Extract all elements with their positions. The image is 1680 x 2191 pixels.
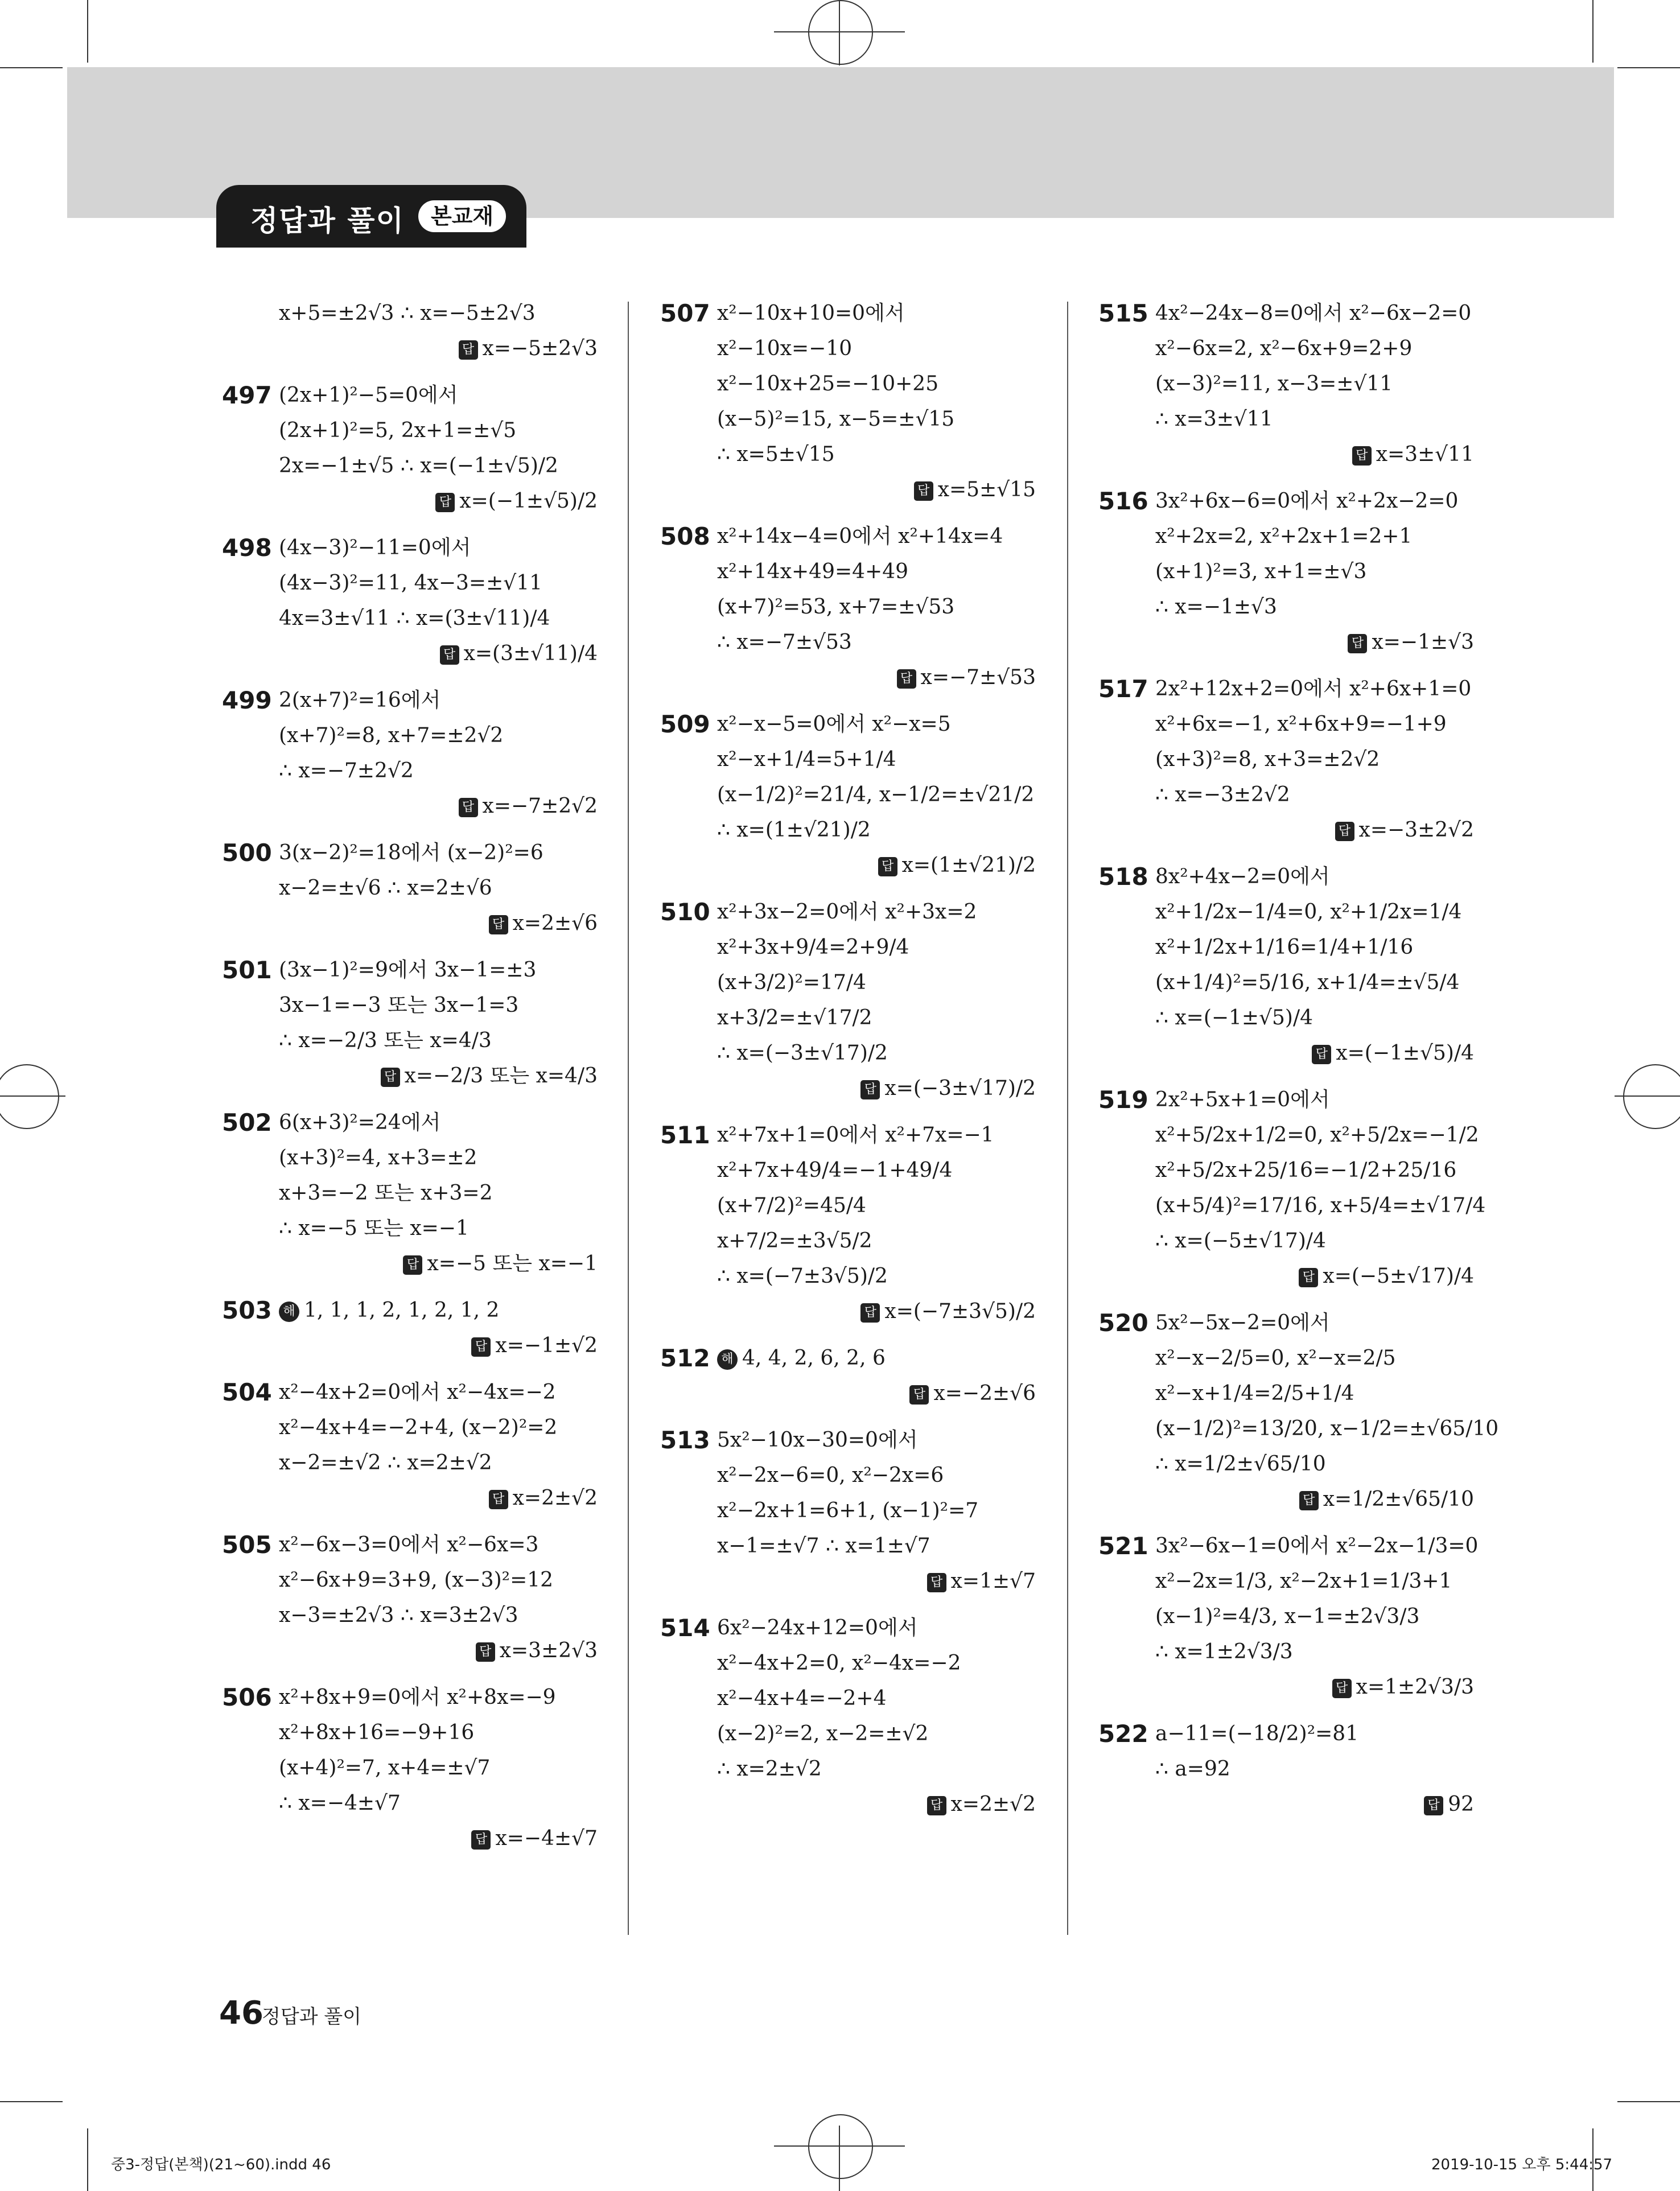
- solution-step: x²+3x+9/4=2+9/4: [717, 936, 909, 959]
- answer-icon: 답: [909, 1385, 929, 1405]
- solution-step: x−2=±√2 ∴ x=2±√2: [279, 1451, 492, 1475]
- answer-icon: 답: [459, 340, 478, 360]
- solution-step: x²+5/2x+1/2=0, x²+5/2x=−1/2: [1155, 1123, 1479, 1147]
- final-answer-text: x=−1±√2: [495, 1334, 598, 1357]
- answer-icon: 답: [1332, 1679, 1352, 1698]
- solution-step: ∴ x=1/2±√65/10: [1155, 1452, 1326, 1476]
- problem-solution: [1098, 1716, 1474, 1822]
- final-answer-text: x=(−7±3√5)/2: [884, 1300, 1036, 1323]
- solution-hint-text: 4, 4, 2, 6, 2, 6: [742, 1346, 886, 1370]
- problem-number: 513: [660, 1426, 710, 1454]
- problem-number: 504: [222, 1378, 272, 1406]
- problem-number: 517: [1098, 675, 1148, 703]
- solution-step: (4x−3)²=11, 4x−3=±√11: [279, 571, 543, 595]
- final-answer-text: x=1/2±√65/10: [1323, 1488, 1474, 1511]
- problem-number: 501: [222, 956, 272, 984]
- solution-step: (x+7/2)²=45/4: [717, 1194, 866, 1217]
- solution-step: 5x²−10x−30=0에서: [717, 1428, 918, 1452]
- section-badge: 본교재: [418, 200, 506, 232]
- solution-step: x−3=±2√3 ∴ x=3±2√3: [279, 1604, 518, 1627]
- problem-number: 512: [660, 1344, 710, 1372]
- problem-solution: [222, 1527, 598, 1669]
- registration-mark-bottom: [808, 2114, 873, 2179]
- final-answer: [717, 1376, 1036, 1411]
- answer-icon: 답: [878, 857, 897, 876]
- solution-step: 2x²+5x+1=0에서: [1155, 1088, 1330, 1111]
- print-slug-file: 중3-정답(본책)(21~60).indd 46: [111, 2156, 331, 2173]
- problem-solution: [222, 1105, 598, 1282]
- solution-step: ∴ x=5±√15: [717, 443, 835, 466]
- problem-number: 505: [222, 1531, 272, 1559]
- crop-line: [1615, 1096, 1680, 1097]
- answer-icon: 답: [471, 1337, 491, 1357]
- solution-step: 3(x−2)²=18에서 (x−2)²=6: [279, 841, 543, 864]
- solution-step: 8x²+4x−2=0에서: [1155, 865, 1330, 888]
- problem-solution: [222, 1375, 598, 1516]
- final-answer-text: x=−3±2√2: [1358, 818, 1474, 842]
- column-divider: [628, 302, 629, 1935]
- registration-mark-left: [0, 1064, 59, 1129]
- solution-step: ∴ x=(−7±3√5)/2: [717, 1265, 888, 1288]
- solution-step: x²+6x=−1, x²+6x+9=−1+9: [1155, 713, 1447, 736]
- solution-step: 4x²−24x−8=0에서 x²−6x−2=0: [1155, 302, 1472, 325]
- problem-number: 502: [222, 1109, 272, 1136]
- footer-label: 정답과 풀이: [262, 2005, 362, 2028]
- final-answer: [1155, 1259, 1474, 1294]
- solution-step: x²−x+1/4=5+1/4: [717, 748, 896, 771]
- solution-step: (x+3)²=8, x+3=±2√2: [1155, 748, 1380, 771]
- problem-number: 503: [222, 1296, 272, 1324]
- solution-step: (x−1/2)²=21/4, x−1/2=±√21/2: [717, 783, 1035, 806]
- crop-line: [839, 2126, 840, 2191]
- final-answer-text: x=2±√2: [512, 1486, 598, 1510]
- page-number: 46: [219, 1995, 263, 2032]
- solution-hint-line: [717, 1341, 1036, 1376]
- problem-solution: [222, 683, 598, 824]
- problem-number: 519: [1098, 1086, 1148, 1114]
- problem-solution: [222, 835, 598, 941]
- solution-step: 3x²−6x−1=0에서 x²−2x−1/3=0: [1155, 1534, 1479, 1558]
- final-answer-text: x=(−5±√17)/4: [1323, 1265, 1474, 1288]
- solution-step: ∴ x=−1±√3: [1155, 595, 1277, 619]
- solution-step: x²+7x+49/4=−1+49/4: [717, 1159, 953, 1182]
- final-answer-text: x=1±√7: [950, 1570, 1036, 1593]
- problem-number: 507: [660, 299, 710, 327]
- solution-step: (x+1/4)²=5/16, x+1/4=±√5/4: [1155, 971, 1460, 994]
- final-answer-text: x=(−1±√5)/2: [459, 489, 598, 513]
- problem-solution: [1098, 1082, 1486, 1294]
- solution-step: (x+4)²=7, x+4=±√7: [279, 1756, 491, 1780]
- final-answer: [279, 484, 598, 519]
- final-answer: [1155, 1482, 1474, 1517]
- final-answer-text: x=1±2√3/3: [1356, 1675, 1474, 1699]
- section-title: 정답과 풀이: [250, 204, 405, 237]
- problem-solution: [660, 1423, 1036, 1599]
- problem-solution: [660, 519, 1036, 695]
- final-answer-text: x=−1±√3: [1372, 631, 1474, 654]
- final-answer: [717, 1787, 1036, 1822]
- crop-line: [0, 67, 63, 68]
- solution-step: x−2=±√6 ∴ x=2±√6: [279, 876, 492, 900]
- problem-solution: [222, 530, 598, 672]
- solution-step: ∴ x=−7±2√2: [279, 759, 414, 782]
- solution-step: (x+3/2)²=17/4: [717, 971, 866, 994]
- problem-solution: [222, 1293, 598, 1364]
- solution-step: ∴ a=92: [1155, 1757, 1230, 1781]
- answer-icon: 답: [860, 1080, 880, 1099]
- problem-solution: [1098, 1529, 1479, 1705]
- final-answer: [279, 1059, 598, 1094]
- final-answer: [279, 906, 598, 941]
- solution-step: x²−4x+2=0, x²−4x=−2: [717, 1652, 961, 1675]
- solution-step: (x+3)²=4, x+3=±2: [279, 1146, 477, 1169]
- answer-icon: 답: [440, 645, 459, 665]
- final-answer-text: x=2±√6: [512, 912, 598, 935]
- final-answer-text: x=2±√2: [950, 1793, 1036, 1816]
- problem-number: 498: [222, 534, 272, 562]
- final-answer-text: x=(−3±√17)/2: [884, 1077, 1036, 1100]
- answer-icon: 답: [1299, 1268, 1318, 1287]
- final-answer: [717, 660, 1036, 695]
- final-answer: [279, 1328, 598, 1364]
- final-answer: [1155, 813, 1474, 848]
- solution-step: (x−1)²=4/3, x−1=±2√3/3: [1155, 1605, 1420, 1628]
- solution-step: x+5=±2√3 ∴ x=−5±2√3: [279, 302, 536, 325]
- final-answer: [717, 848, 1036, 883]
- problem-number: 522: [1098, 1720, 1148, 1748]
- solution-column-3: [1098, 296, 1499, 1834]
- problem-number: 506: [222, 1683, 272, 1711]
- registration-mark-right: [1623, 1064, 1680, 1129]
- print-slug-timestamp: 2019-10-15 오후 5:44:57: [1431, 2156, 1613, 2173]
- solution-step: x²−x−2/5=0, x²−x=2/5: [1155, 1346, 1396, 1370]
- answer-icon: 답: [927, 1573, 946, 1592]
- solution-step: x²+3x−2=0에서 x²+3x=2: [717, 900, 977, 924]
- answer-icon: 답: [927, 1796, 946, 1815]
- solution-step: x+3=−2 또는 x+3=2: [279, 1181, 493, 1205]
- problem-solution: [222, 296, 598, 366]
- problem-solution: [660, 296, 1036, 508]
- solution-step: (x−5)²=15, x−5=±√15: [717, 407, 955, 431]
- final-answer-text: x=(−1±√5)/4: [1336, 1041, 1474, 1065]
- solution-step: (x−2)²=2, x−2=±√2: [717, 1722, 929, 1745]
- solution-step: ∴ x=(−1±√5)/4: [1155, 1006, 1313, 1029]
- solution-step: (2x+1)²=5, 2x+1=±√5: [279, 419, 517, 442]
- problem-number: 520: [1098, 1309, 1148, 1337]
- problem-solution: [1098, 672, 1474, 848]
- solution-step: x²+7x+1=0에서 x²+7x=−1: [717, 1123, 994, 1147]
- solution-step: ∴ x=(−3±√17)/2: [717, 1041, 888, 1065]
- solution-step: x²−x−5=0에서 x²−x=5: [717, 713, 951, 736]
- problem-number: 511: [660, 1121, 710, 1149]
- answer-icon: 답: [381, 1068, 400, 1087]
- solution-step: (4x−3)²−11=0에서: [279, 536, 471, 559]
- final-answer: [1155, 625, 1474, 660]
- solution-step: (x−1/2)²=13/20, x−1/2=±√65/10: [1155, 1417, 1499, 1440]
- solution-step: x²−4x+4=−2+4, (x−2)²=2: [279, 1416, 558, 1439]
- problem-number: 516: [1098, 487, 1148, 515]
- problem-solution: [222, 378, 598, 519]
- problem-solution: [660, 1118, 1036, 1329]
- final-answer-text: x=3±2√3: [499, 1639, 598, 1662]
- solution-step: ∴ x=3±√11: [1155, 407, 1273, 431]
- solution-step: (2x+1)²−5=0에서: [279, 384, 458, 407]
- solution-hint-line: [279, 1293, 598, 1328]
- solution-step: x²−6x+9=3+9, (x−3)²=12: [279, 1568, 554, 1592]
- solution-step: x²+14x−4=0에서 x²+14x=4: [717, 525, 1003, 548]
- solution-column-2: [660, 296, 1036, 1834]
- final-answer: [279, 789, 598, 824]
- answer-icon: 답: [1348, 634, 1367, 653]
- final-answer: [717, 472, 1036, 508]
- registration-mark-top: [808, 0, 873, 65]
- solution-step: x²−6x−3=0에서 x²−6x=3: [279, 1533, 539, 1556]
- final-answer-text: x=3±√11: [1376, 443, 1474, 466]
- final-answer-text: x=−2/3 또는 x=4/3: [404, 1064, 598, 1088]
- problem-number: 518: [1098, 863, 1148, 891]
- solution-step: x²+14x+49=4+49: [717, 560, 909, 583]
- final-answer: [717, 1564, 1036, 1599]
- solution-step: 2x=−1±√5 ∴ x=(−1±√5)/2: [279, 454, 558, 477]
- answer-icon: 답: [489, 915, 508, 934]
- problem-solution: [660, 895, 1036, 1106]
- crop-line: [839, 0, 840, 65]
- problem-solution: [1098, 1305, 1499, 1517]
- final-answer: [1155, 1670, 1474, 1705]
- solution-step: ∴ x=−4±√7: [279, 1791, 401, 1815]
- solution-hint-text: 1, 1, 1, 2, 1, 2, 1, 2: [304, 1299, 500, 1322]
- problem-solution: [660, 1611, 1036, 1822]
- answer-icon: 답: [1299, 1491, 1319, 1510]
- final-answer-text: x=−2±√6: [933, 1382, 1036, 1405]
- final-answer-text: x=−7±√53: [920, 666, 1036, 689]
- answer-icon: 답: [1352, 446, 1372, 466]
- answer-icon: 답: [403, 1255, 422, 1275]
- solution-step: (x+7)²=8, x+7=±2√2: [279, 724, 504, 747]
- solution-step: x²−10x+10=0에서: [717, 302, 905, 325]
- solution-step: ∴ x=−2/3 또는 x=4/3: [279, 1029, 492, 1052]
- solution-step: 2x²+12x+2=0에서 x²+6x+1=0: [1155, 677, 1472, 701]
- solution-step: x−1=±√7 ∴ x=1±√7: [717, 1534, 930, 1558]
- final-answer-text: x=−7±2√2: [482, 794, 598, 818]
- answer-icon: 답: [914, 481, 933, 501]
- answer-icon: 답: [435, 493, 455, 512]
- solution-step: (x+1)²=3, x+1=±√3: [1155, 560, 1367, 583]
- problem-solution: [1098, 859, 1474, 1071]
- final-answer: [279, 1821, 598, 1856]
- solution-step: ∴ x=(1±√21)/2: [717, 818, 871, 842]
- final-answer: [279, 1481, 598, 1516]
- final-answer: [717, 1294, 1036, 1329]
- solution-step: 6x²−24x+12=0에서: [717, 1616, 918, 1640]
- solution-step: x²+2x=2, x²+2x+1=2+1: [1155, 525, 1413, 548]
- answer-icon: 답: [489, 1490, 508, 1509]
- answer-icon: 답: [1335, 822, 1354, 841]
- answer-icon: 답: [897, 669, 916, 689]
- problem-solution: [1098, 484, 1474, 660]
- solution-step: ∴ x=−7±√53: [717, 631, 852, 654]
- solution-step: ∴ x=−5 또는 x=−1: [279, 1217, 469, 1240]
- problem-number: 515: [1098, 299, 1148, 327]
- problem-solution: [222, 1680, 598, 1856]
- solution-step: x²+8x+16=−9+16: [279, 1721, 475, 1744]
- problem-solution: [660, 1341, 1036, 1411]
- solution-step: (3x−1)²=9에서 3x−1=±3: [279, 958, 537, 982]
- final-answer-text: x=−4±√7: [495, 1827, 598, 1850]
- problem-number: 497: [222, 381, 272, 409]
- solution-step: ∴ x=1±2√3/3: [1155, 1640, 1293, 1663]
- solution-step: a−11=(−18/2)²=81: [1155, 1722, 1359, 1745]
- solution-step: 3x²+6x−6=0에서 x²+2x−2=0: [1155, 489, 1459, 513]
- problem-number: 509: [660, 710, 710, 738]
- final-answer: [279, 636, 598, 672]
- solution-step: x²+8x+9=0에서 x²+8x=−9: [279, 1686, 556, 1709]
- solution-step: x²−6x=2, x²−6x+9=2+9: [1155, 337, 1413, 360]
- final-answer-text: x=−5±2√3: [482, 337, 598, 360]
- solution-step: x²−10x=−10: [717, 337, 853, 360]
- solution-step: x²+5/2x+25/16=−1/2+25/16: [1155, 1159, 1457, 1182]
- solution-step: x+3/2=±√17/2: [717, 1006, 872, 1029]
- final-answer: [279, 1633, 598, 1669]
- answer-icon: 답: [459, 798, 478, 817]
- solution-step: (x+7)²=53, x+7=±√53: [717, 595, 955, 619]
- answer-icon: 답: [1312, 1045, 1331, 1064]
- problem-number: 521: [1098, 1532, 1148, 1560]
- problem-number: 499: [222, 686, 272, 714]
- problem-number: 514: [660, 1614, 710, 1642]
- solution-step: x²+1/2x+1/16=1/4+1/16: [1155, 936, 1414, 959]
- solution-step: ∴ x=−3±2√2: [1155, 783, 1290, 806]
- crop-line: [87, 0, 88, 63]
- crop-line: [0, 1096, 65, 1097]
- solution-step: x²+1/2x−1/4=0, x²+1/2x=1/4: [1155, 900, 1462, 924]
- answer-icon: 답: [471, 1830, 491, 1850]
- final-answer-text: x=5±√15: [937, 478, 1036, 501]
- solution-step: x²−2x−6=0, x²−2x=6: [717, 1464, 944, 1487]
- final-answer-text: x=(1±√21)/2: [901, 854, 1036, 877]
- final-answer-text: x=−5 또는 x=−1: [427, 1252, 598, 1275]
- crop-line: [1617, 2101, 1680, 2102]
- final-answer: [1155, 1787, 1474, 1822]
- solution-step: x+7/2=±3√5/2: [717, 1229, 872, 1253]
- solution-step: 6(x+3)²=24에서: [279, 1111, 441, 1134]
- answer-icon: 답: [476, 1642, 495, 1662]
- answer-icon: 답: [860, 1303, 880, 1323]
- solution-step: 4x=3±√11 ∴ x=(3±√11)/4: [279, 607, 550, 630]
- final-answer: [279, 331, 598, 366]
- problem-solution: [222, 953, 598, 1094]
- solution-icon: 해: [279, 1302, 299, 1322]
- problem-solution: [660, 707, 1036, 883]
- solution-step: x²−x+1/4=2/5+1/4: [1155, 1382, 1354, 1405]
- solution-column-1: [222, 296, 598, 1868]
- final-answer: [279, 1246, 598, 1282]
- solution-step: x²−4x+2=0에서 x²−4x=−2: [279, 1381, 556, 1404]
- solution-step: ∴ x=2±√2: [717, 1757, 822, 1781]
- solution-step: x²−4x+4=−2+4: [717, 1687, 887, 1710]
- solution-step: (x−3)²=11, x−3=±√11: [1155, 372, 1393, 396]
- problem-solution: [1098, 296, 1474, 472]
- final-answer: [1155, 1036, 1474, 1071]
- solution-step: x²−10x+25=−10+25: [717, 372, 939, 396]
- solution-step: 3x−1=−3 또는 3x−1=3: [279, 994, 519, 1017]
- final-answer: [1155, 437, 1474, 472]
- solution-step: x²−2x+1=6+1, (x−1)²=7: [717, 1499, 979, 1522]
- crop-line: [1592, 0, 1593, 63]
- column-divider: [1067, 302, 1068, 1935]
- crop-line: [1617, 67, 1680, 68]
- solution-icon: 해: [717, 1349, 738, 1370]
- solution-step: ∴ x=(−5±√17)/4: [1155, 1229, 1326, 1253]
- problem-number: 508: [660, 522, 710, 550]
- solution-step: x²−2x=1/3, x²−2x+1=1/3+1: [1155, 1570, 1452, 1593]
- crop-line: [87, 2128, 88, 2191]
- final-answer: [717, 1071, 1036, 1106]
- solution-step: 5x²−5x−2=0에서: [1155, 1311, 1330, 1335]
- answer-icon: 답: [1424, 1796, 1443, 1815]
- solution-step: 2(x+7)²=16에서: [279, 689, 441, 712]
- crop-line: [0, 2101, 63, 2102]
- problem-number: 500: [222, 839, 272, 867]
- solution-step: (x+5/4)²=17/16, x+5/4=±√17/4: [1155, 1194, 1486, 1217]
- problem-number: 510: [660, 898, 710, 926]
- final-answer-text: x=(3±√11)/4: [463, 642, 598, 665]
- final-answer-text: 92: [1448, 1793, 1474, 1816]
